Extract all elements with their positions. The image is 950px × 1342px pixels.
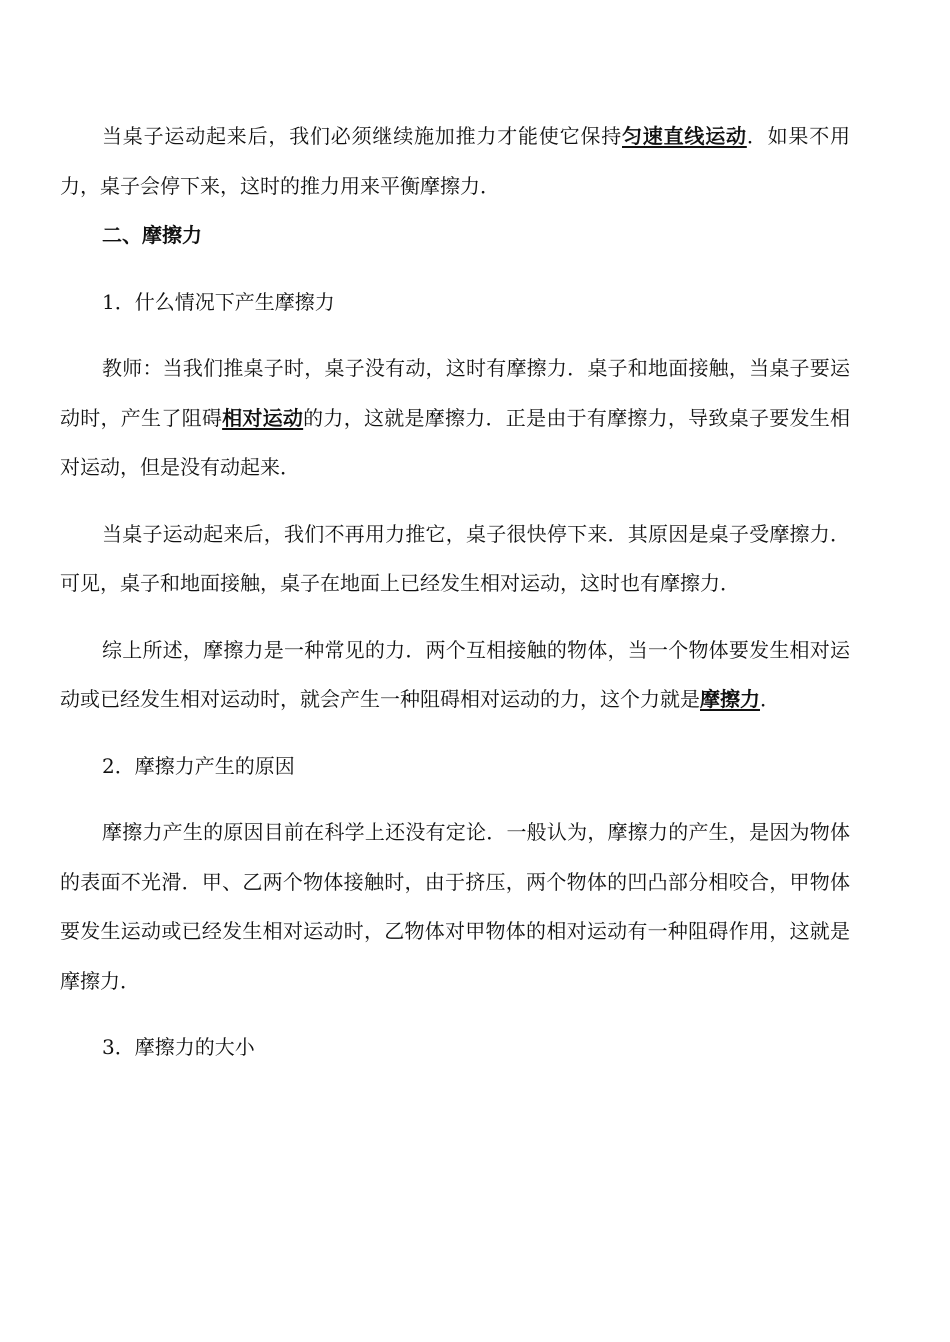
subheading-cause-of-friction: 2．摩擦力产生的原因 xyxy=(102,753,295,778)
paragraph-teacher-explanation xyxy=(60,344,850,493)
paragraph-text: 当桌子运动起来后，我们必须继续施加推力才能使它保持 xyxy=(102,124,622,148)
keyword-friction: 摩擦力 xyxy=(700,687,760,711)
paragraph-uniform-motion xyxy=(60,112,850,211)
paragraph-summary-definition xyxy=(60,626,850,725)
keyword-relative-motion: 相对运动 xyxy=(222,405,304,430)
document-page xyxy=(60,112,850,1073)
paragraph-cause-explanation: 摩擦力产生的原因目前在科学上还没有定论．一般认为，摩擦力的产生，是因为物体的表面不光滑．甲、乙两个物体接触时，由于挤压，两个物体的凹凸部分相咬合，甲物体要发生运动或已经发生相对运动时，乙物体对甲物体的相对运动有一种阻碍作用，这就是摩擦力． xyxy=(60,820,850,993)
paragraph-text: ． xyxy=(760,687,780,711)
section-heading-friction: 二、摩擦力 xyxy=(102,223,202,247)
subheading-friction-magnitude: 3．摩擦力的大小 xyxy=(102,1035,255,1059)
subheading-when-friction-occurs: 1．什么情况下产生摩擦力 xyxy=(102,289,335,314)
paragraph-text: 的力，这就是摩擦力．正是由于有摩擦力，导致桌子要发生相对运动，但是没有动起来． xyxy=(60,405,851,479)
keyword-uniform-linear-motion: 匀速直线运动 xyxy=(622,124,747,148)
paragraph-table-stops: 当桌子运动起来后，我们不再用力推它，桌子很快停下来．其原因是桌子受摩擦力．可见，桌子和地面接触，桌子在地面上已经发生相对运动，这时也有摩擦力． xyxy=(60,521,850,595)
paragraph-text: 教师：当我们推桌子时，桌子没有动，这时有摩擦力．桌子和地面接触，当桌子要运动时，产生了阻碍 xyxy=(60,356,850,430)
paragraph-text: 综上所述，摩擦力是一种常见的力．两个互相接触的物体，当一个物体要发生相对运动或已经发生相对运动时，就会产生一种阻碍相对运动的力，这个力就是 xyxy=(60,637,850,711)
paragraph-text: ．如果不用力，桌子会停下来，这时的推力用来平衡摩擦力． xyxy=(60,124,851,198)
